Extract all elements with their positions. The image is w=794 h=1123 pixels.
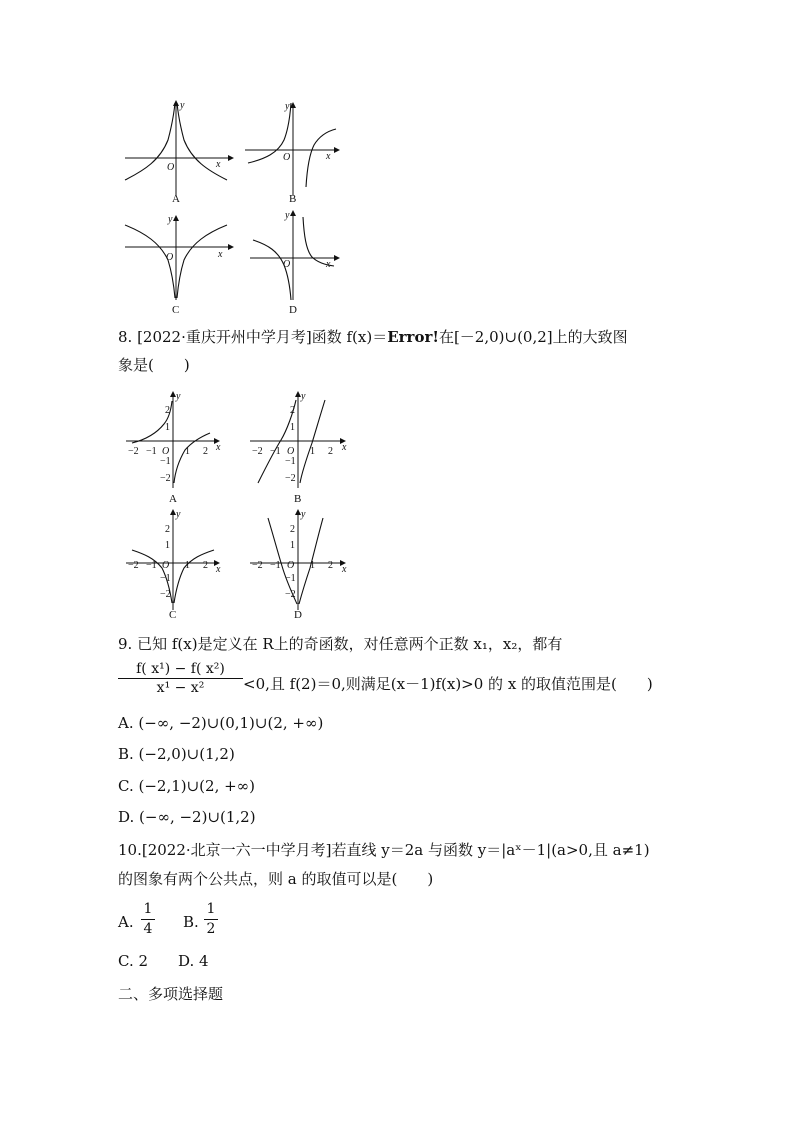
svg-text:−2: −2 <box>285 473 296 484</box>
svg-text:1: 1 <box>185 446 190 457</box>
svg-text:−2: −2 <box>160 473 171 484</box>
q7-graphs <box>110 95 350 320</box>
svg-text:2: 2 <box>290 524 295 535</box>
q9-option-b: B. (−2,0)∪(1,2) <box>118 745 235 763</box>
q10-options-cd: C. 2 D. 4 <box>118 952 209 970</box>
svg-text:y: y <box>176 509 181 520</box>
svg-text:y: y <box>180 100 185 111</box>
q7-graph-a <box>125 100 234 205</box>
svg-text:O: O <box>167 162 175 173</box>
q7-label-a: A <box>172 193 180 205</box>
q8-label-d: D <box>294 609 302 621</box>
svg-text:x: x <box>216 159 221 170</box>
svg-text:2: 2 <box>290 405 295 416</box>
svg-text:x: x <box>326 151 331 162</box>
svg-text:2: 2 <box>203 446 208 457</box>
q8-graph-c <box>126 509 221 621</box>
svg-text:−1: −1 <box>146 446 157 457</box>
q7-graph-d <box>250 210 340 316</box>
svg-text:1: 1 <box>185 560 190 571</box>
svg-text:−2: −2 <box>285 589 296 600</box>
svg-text:−1: −1 <box>270 446 281 457</box>
svg-text:2: 2 <box>328 446 333 457</box>
svg-text:O: O <box>287 560 295 571</box>
q9-fraction <box>118 660 243 697</box>
q9-fraction-numerator: f( x¹) − f( x²) <box>136 661 225 677</box>
svg-text:O: O <box>166 252 174 263</box>
q10-option-b-label: B. <box>183 913 199 931</box>
svg-text:−1: −1 <box>160 456 171 467</box>
svg-text:y: y <box>168 214 173 225</box>
svg-text:O: O <box>287 446 295 457</box>
q10-option-b-fraction: 1 2 <box>204 900 218 939</box>
svg-text:−2: −2 <box>252 560 263 571</box>
q8-graph-d <box>250 509 347 621</box>
svg-text:−1: −1 <box>160 573 171 584</box>
q10-option-a-fraction: 1 4 <box>141 900 155 939</box>
q9-option-a: A. (−∞, −2)∪(0,1)∪(2, +∞) <box>118 714 324 732</box>
q8-stem-line2: 象是( ) <box>118 356 190 374</box>
q7-graph-c <box>125 214 234 316</box>
q9-stem-line1: 9. 已知 f(x)是定义在 R上的奇函数，对任意两个正数 x₁，x₂，都有 <box>118 635 563 653</box>
svg-text:2: 2 <box>328 560 333 571</box>
q8-label-b: B <box>294 493 302 505</box>
svg-text:−1: −1 <box>270 560 281 571</box>
q8-graph-a <box>126 391 221 505</box>
svg-text:−1: −1 <box>285 456 296 467</box>
svg-text:x: x <box>342 442 347 453</box>
q9-stem-line2: <0,且 f(2)＝0,则满足(x－1)f(x)>0 的 x 的取值范围是( ) <box>243 675 653 693</box>
q7-label-c: C <box>172 304 180 316</box>
svg-text:x: x <box>216 564 221 575</box>
svg-text:2: 2 <box>165 405 170 416</box>
svg-text:−2: −2 <box>128 446 139 457</box>
q7-label-b: B <box>289 193 297 205</box>
q9-option-c: C. (−2,1)∪(2, +∞) <box>118 777 256 795</box>
svg-text:O: O <box>283 259 291 270</box>
svg-text:y: y <box>176 391 181 402</box>
svg-text:O: O <box>283 152 291 163</box>
svg-text:y: y <box>285 101 290 112</box>
q8-graphs <box>118 388 358 623</box>
svg-text:O: O <box>162 560 170 571</box>
svg-text:−2: −2 <box>160 589 171 600</box>
q9-fraction-denominator: x¹ − x² <box>156 680 205 696</box>
svg-text:1: 1 <box>290 540 295 551</box>
svg-text:2: 2 <box>165 524 170 535</box>
section-heading: 二、多项选择题 <box>118 985 224 1003</box>
svg-text:1: 1 <box>290 422 295 433</box>
q8-error-text: Error! <box>387 328 439 346</box>
svg-text:−2: −2 <box>252 446 263 457</box>
svg-text:x: x <box>326 259 331 270</box>
q8-label-a: A <box>169 493 177 505</box>
svg-text:y: y <box>285 210 290 221</box>
svg-text:−2: −2 <box>128 560 139 571</box>
q10-stem-line2: 的图象有两个公共点，则 a 的取值可以是( ) <box>118 870 434 888</box>
svg-text:y: y <box>301 509 306 520</box>
q8-label-c: C <box>169 609 177 621</box>
svg-text:O: O <box>162 446 170 457</box>
svg-text:−1: −1 <box>146 560 157 571</box>
q7-label-d: D <box>289 304 297 316</box>
q10-option-a-label: A. <box>118 913 134 931</box>
q7-graph-b <box>245 101 340 205</box>
svg-text:x: x <box>218 249 223 260</box>
q8-stem-line1: 8. [2022·重庆开州中学月考]函数 f(x)＝Error!在[－2,0)∪(0,2]上的大致图 <box>118 328 628 346</box>
svg-text:2: 2 <box>203 560 208 571</box>
q10-stem-line1: 10.[2022·北京一六一中学月考]若直线 y＝2a 与函数 y＝|aˣ－1|(a>0,且 a≠1) <box>118 841 650 859</box>
svg-text:1: 1 <box>165 422 170 433</box>
q8-graph-b <box>250 391 347 505</box>
svg-text:y: y <box>301 391 306 402</box>
svg-text:1: 1 <box>165 540 170 551</box>
svg-text:1: 1 <box>310 560 315 571</box>
svg-text:x: x <box>342 564 347 575</box>
svg-text:x: x <box>216 442 221 453</box>
svg-text:1: 1 <box>310 446 315 457</box>
svg-text:−1: −1 <box>285 573 296 584</box>
q9-option-d: D. (−∞, −2)∪(1,2) <box>118 808 256 826</box>
